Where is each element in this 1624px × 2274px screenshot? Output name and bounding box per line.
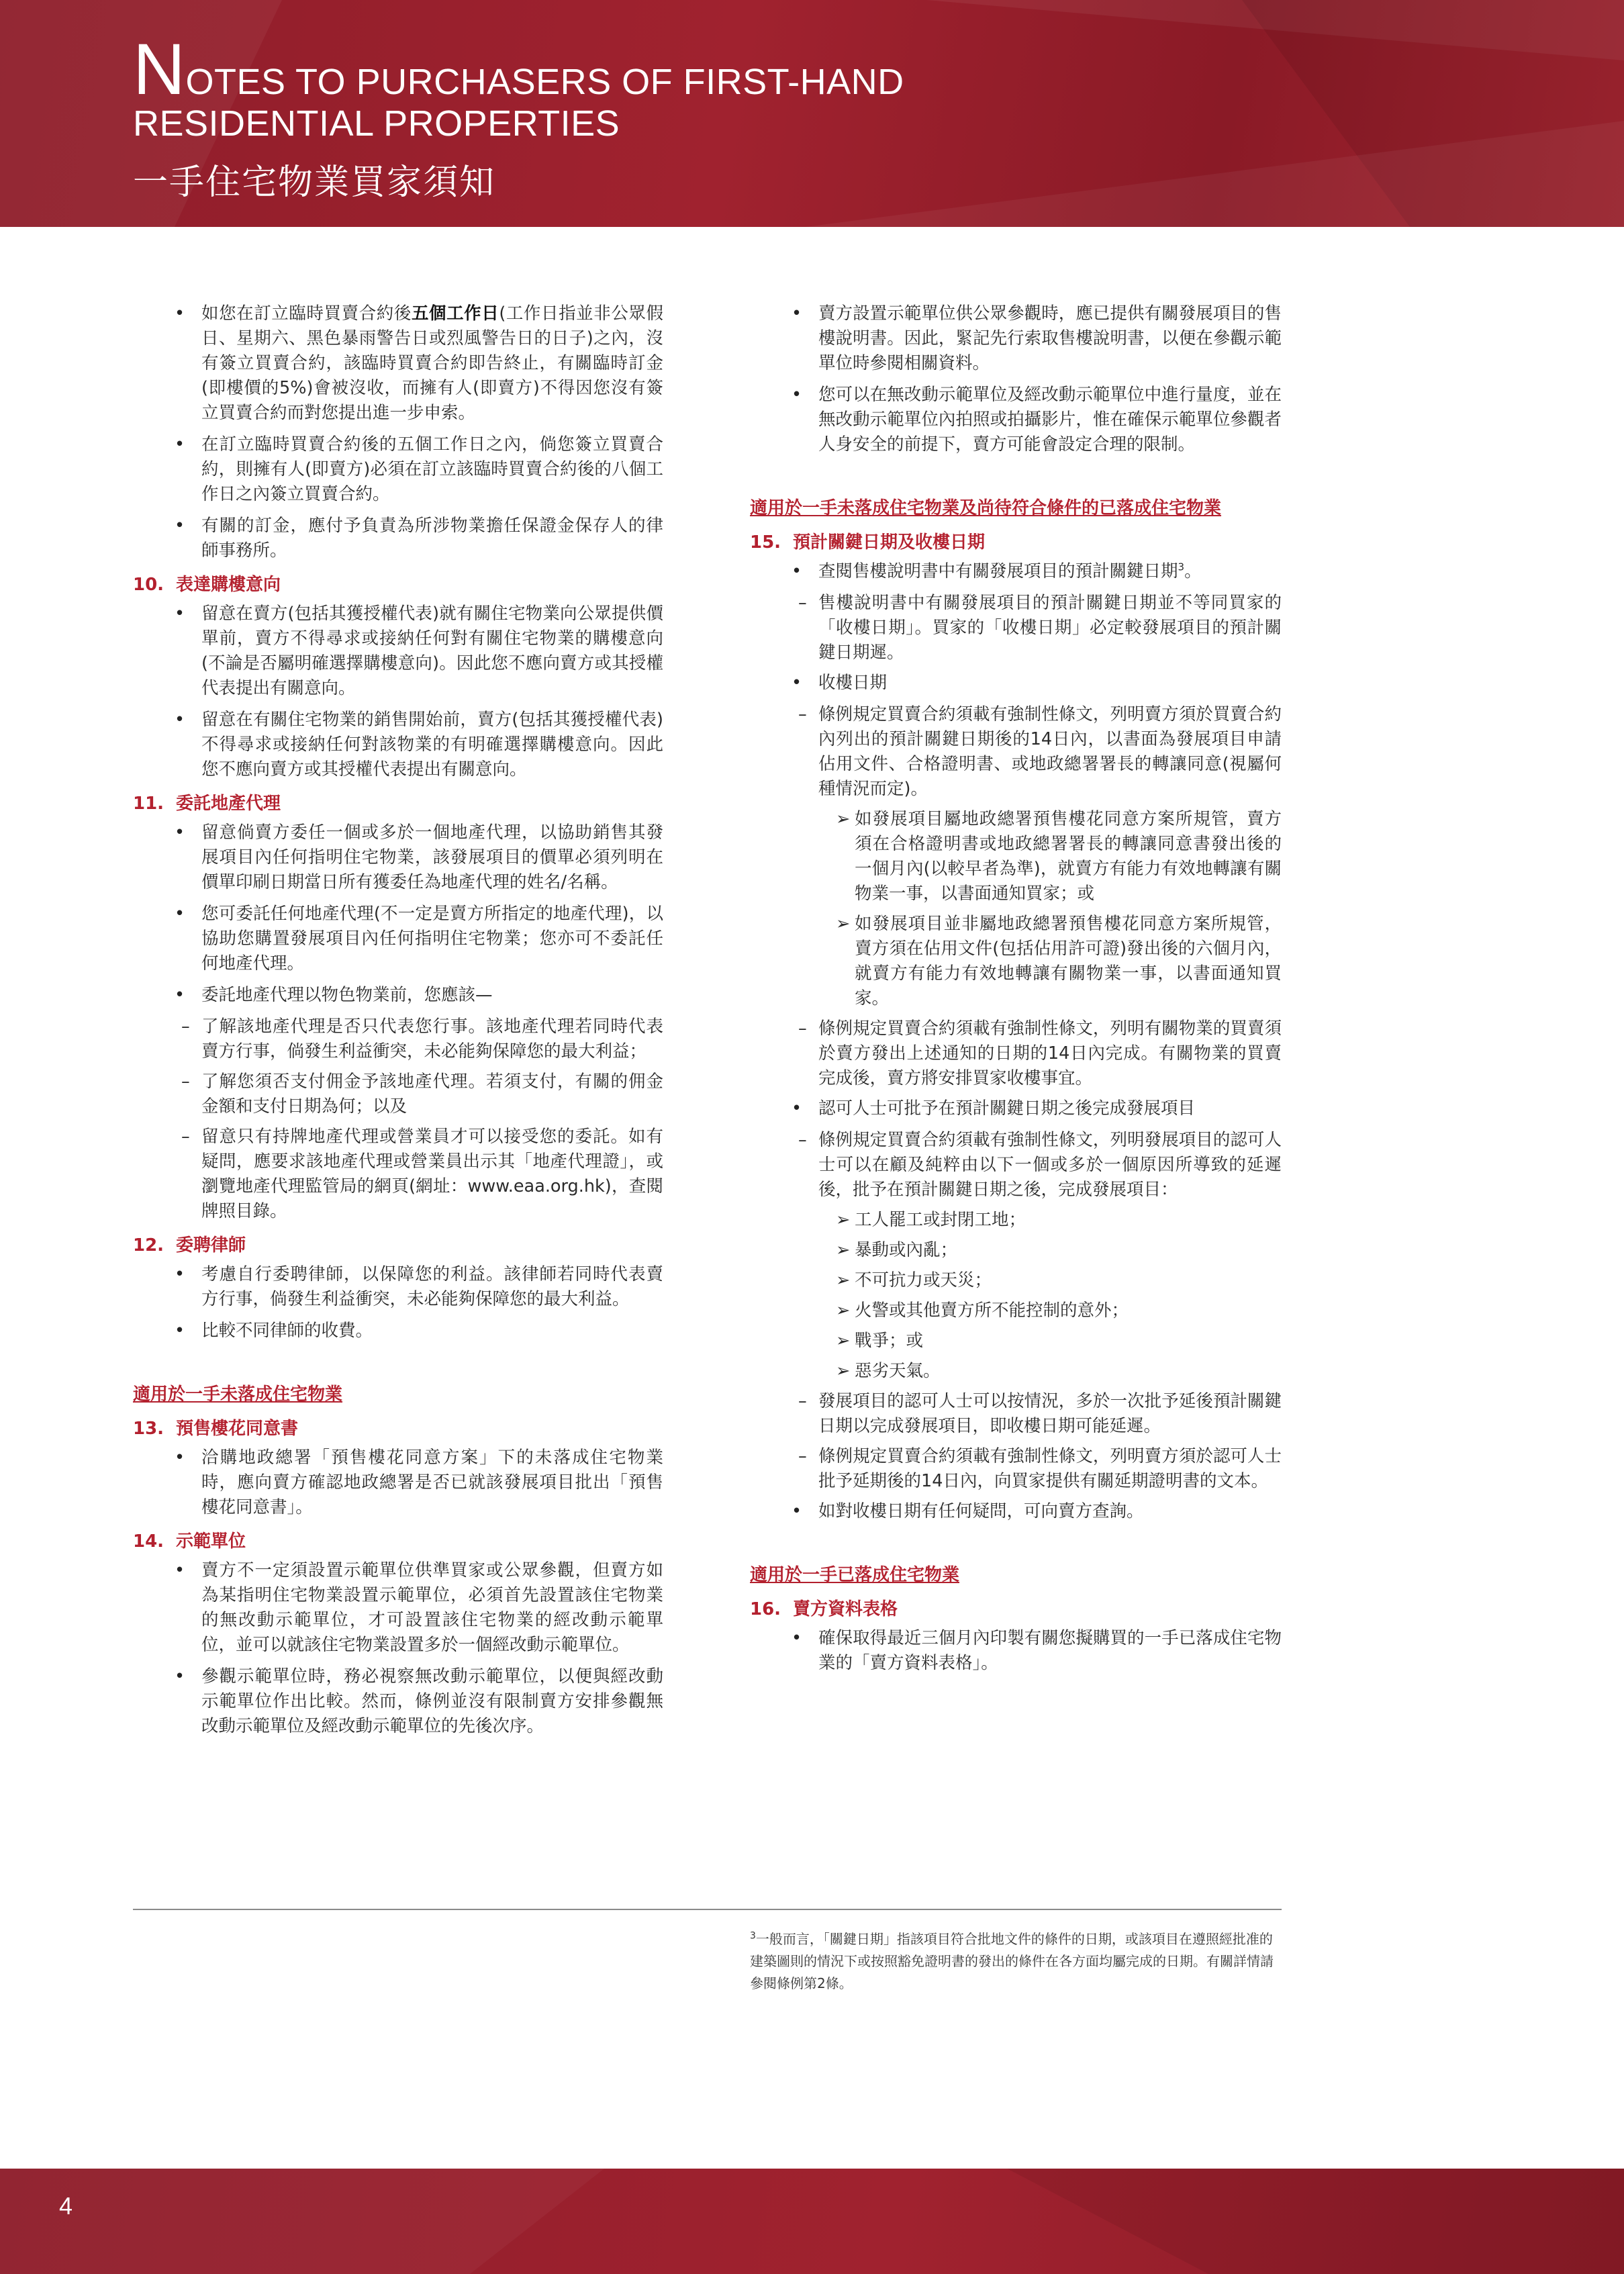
footer-decoration — [0, 2169, 1624, 2274]
dash-item: – 條例規定買賣合約須載有強制性條文，列明賣方須於認可人士批予延期後的14日內，向買家提供有關延期證明書的文本。 — [798, 1446, 1282, 1491]
bullet-item: • 留意在賣方(包括其獲授權代表)就有關住宅物業向公眾提供價單前，賣方不得尋求或接納任何對有關住宅物業的購樓意向(不論是否屬明確選擇購樓意向)。因此您不應向賣方或其授權代表提出有關意向。 — [133, 602, 663, 701]
right-column — [750, 299, 1282, 1683]
section-heading-13: 13. 預售樓花同意書 — [133, 1419, 299, 1439]
arrow-item: ➢ 惡劣天氣。 — [836, 1361, 941, 1381]
section-heading-16: 16. 賣方資料表格 — [750, 1599, 898, 1619]
bullet-item: • 賣方設置示範單位供公眾參觀時，應已提供有關發展項目的售樓說明書。因此，緊記先行索取售樓說明書，以便在參觀示範單位時參閱相關資料。 — [750, 301, 1282, 376]
bullet-item: • 考慮自行委聘律師，以保障您的利益。該律師若同時代表賣方行事，倘發生利益衝突，未必能夠保障您的最大利益。 — [133, 1262, 663, 1312]
bullet-item: • 參觀示範單位時，務必視察無改動示範單位，以便與經改動示範單位作出比較。然而，條例並沒有限制賣方安排參觀無改動示範單位及經改動示範單位的先後次序。 — [133, 1664, 663, 1739]
group-heading-completed: 適用於一手已落成住宅物業 — [750, 1565, 960, 1585]
footnote-text: 一般而言，「關鍵日期」指該項目符合批地文件的條件的日期，或該項目在遵照經批准的建築圖則的情況下或按照豁免證明書的發出的條件在各方面均屬完成的日期。有關詳情請參閱條例第2條。 — [750, 1931, 1274, 1991]
bullet-item: • 洽購地政總署「預售樓花同意方案」下的未落成住宅物業時，應向賣方確認地政總署是否已就該發展項目批出「預售樓花同意書」。 — [133, 1446, 663, 1520]
bullet-item: • 比較不同律師的收費。 — [133, 1319, 663, 1343]
footnote-mark: 3 — [750, 1930, 756, 1942]
bullet-item: • 在訂立臨時買賣合約後的五個工作日之內，倘您簽立買賣合約，則擁有人(即賣方)必須在訂立該臨時買賣合約後的八個工作日之內簽立買賣合約。 — [133, 432, 663, 507]
title-english-line1: NOTES TO PURCHASERS OF FIRST-HAND — [133, 28, 904, 109]
footnote-divider — [133, 1909, 1282, 1910]
bullet-item: • 確保取得最近三個月內印製有關您擬購買的一手已落成住宅物業的「賣方資料表格」。 — [750, 1626, 1282, 1676]
bullet-item: • 收樓日期 — [750, 671, 1282, 696]
bullet-item: • 查閱售樓說明書中有關發展項目的預計關鍵日期$^3$。 — [750, 559, 1282, 584]
dash-item: – 條例規定買賣合約須載有強制性條文，列明有關物業的買賣須於賣方發出上述通知的日期的14日內完成。有關物業的買賣完成後，賣方將安排買家收樓事宜。 — [798, 1018, 1282, 1088]
dash-item: – 了解該地產代理是否只代表您行事。該地產代理若同時代表賣方行事，倘發生利益衝突，未必能夠保障您的最大利益； — [181, 1016, 663, 1061]
dash-item: – 售樓說明書中有關發展項目的預計關鍵日期並不等同買家的「收樓日期」。買家的「收樓日期」必定較發展項目的預計關鍵日期遲。 — [798, 593, 1282, 663]
page-number: 4 — [59, 2192, 73, 2220]
section-heading-14: 14. 示範單位 — [133, 1531, 246, 1552]
dash-item: – 留意只有持牌地產代理或營業員才可以接受您的委託。如有疑問，應要求該地產代理或營業員出示其「地產代理證」，或瀏覽地產代理監管局的網頁(網址：www.eaa.org.hk)，查閱牌照目錄。 — [181, 1127, 663, 1221]
group-heading-uncompleted: 適用於一手未落成住宅物業 — [133, 1384, 343, 1405]
section-heading-12: 12. 委聘律師 — [133, 1235, 246, 1256]
left-column — [133, 299, 663, 1746]
bullet-item: • 您可委託任何地產代理(不一定是賣方所指定的地產代理)，以協助您購置發展項目內任何指明住宅物業；您亦可不委託任何地產代理。 — [133, 902, 663, 976]
group-heading-uncompleted-and-pending: 適用於一手未落成住宅物業及尚待符合條件的已落成住宅物業 — [750, 498, 1222, 518]
arrow-item: ➢ 工人罷工或封閉工地； — [836, 1210, 1026, 1230]
footnote — [750, 1928, 1282, 1995]
header-banner — [0, 0, 1624, 227]
footer-banner — [0, 2169, 1624, 2274]
page-title — [133, 28, 904, 206]
dash-item: – 條例規定買賣合約須載有強制性條文，列明賣方須於買賣合約內列出的預計關鍵日期後的14日內，以書面為發展項目申請佔用文件、合格證明書、或地政總署署長的轉讓同意(視屬何種情況而定)。 — [798, 704, 1282, 799]
dash-item: – 條例規定買賣合約須載有強制性條文，列明發展項目的認可人士可以在顧及純粹由以下一個或多於一個原因所導致的延遲後，批予在預計關鍵日期之後，完成發展項目： — [798, 1130, 1282, 1200]
dash-item: – 發展項目的認可人士可以按情況，多於一次批予延後預計關鍵日期以完成發展項目，即收樓日期可能延遲。 — [798, 1391, 1282, 1436]
arrow-item: ➢ 不可抗力或天災； — [836, 1270, 992, 1290]
section-heading-10: 10. 表達購樓意向 — [133, 575, 281, 595]
arrow-item: ➢ 如發展項目並非屬地政總署預售樓花同意方案所規管，賣方須在佔用文件(包括佔用許可證)發出後的六個月內，就賣方有能力有效地轉讓有關物業一事，以書面通知買家。 — [836, 914, 1282, 1008]
bullet-item: • 如您在訂立臨時買賣合約後五個工作日(工作日指並非公眾假日、星期六、黑色暴雨警告日或烈風警告日的日子)之內，沒有簽立買賣合約，該臨時買賣合約即告終止，有關臨時訂金(即樓價的5%)會被沒收，而擁有人(即賣方)不得因您沒有簽立買賣合約而對您提出進一步申索。 — [133, 301, 663, 426]
section-heading-11: 11. 委託地產代理 — [133, 794, 281, 814]
title-english-line2: RESIDENTIAL PROPERTIES — [133, 103, 620, 144]
bullet-item: • 留意倘賣方委任一個或多於一個地產代理，以協助銷售其發展項目內任何指明住宅物業，該發展項目的價單必須列明在價單印刷日期當日所有獲委任為地產代理的姓名/名稱。 — [133, 820, 663, 895]
bullet-item: • 有關的訂金，應付予負責為所涉物業擔任保證金保存人的律師事務所。 — [133, 514, 663, 563]
bullet-item: • 您可以在無改動示範單位及經改動示範單位中進行量度，並在無改動示範單位內拍照或拍攝影片，惟在確保示範單位參觀者人身安全的前提下，賣方可能會設定合理的限制。 — [750, 383, 1282, 457]
bullet-item: • 委託地產代理以物色物業前，您應該— — [133, 983, 663, 1008]
arrow-item: ➢ 戰爭；或 — [836, 1331, 924, 1351]
bullet-item: • 認可人士可批予在預計關鍵日期之後完成發展項目 — [750, 1096, 1282, 1121]
bullet-item: • 賣方不一定須設置示範單位供準買家或公眾參觀，但賣方如為某指明住宅物業設置示範單位，必須首先設置該住宅物業的無改動示範單位，才可設置該住宅物業的經改動示範單位，並可以就該住宅物業設置多於一個經改動示範單位。 — [133, 1558, 663, 1658]
arrow-item: ➢ 暴動或內亂； — [836, 1240, 958, 1260]
bullet-item: • 如對收樓日期有任何疑問，可向賣方查詢。 — [750, 1499, 1282, 1524]
arrow-item: ➢ 如發展項目屬地政總署預售樓花同意方案所規管，賣方須在合格證明書或地政總署署長的轉讓同意書發出後的一個月內(以較早者為準)，就賣方有能力有效地轉讓有關物業一事，以書面通知買家；或 — [836, 809, 1282, 904]
title-chinese: 一手住宅物業買家須知 — [133, 162, 496, 203]
section-heading-15: 15. 預計關鍵日期及收樓日期 — [750, 532, 986, 553]
arrow-item: ➢ 火警或其他賣方所不能控制的意外； — [836, 1300, 1129, 1321]
dash-item: – 了解您須否支付佣金予該地產代理。若須支付，有關的佣金金額和支付日期為何；以及 — [181, 1072, 663, 1117]
bullet-item: • 留意在有關住宅物業的銷售開始前，賣方(包括其獲授權代表)不得尋求或接納任何對該物業的有明確選擇購樓意向。因此您不應向賣方或其授權代表提出有關意向。 — [133, 708, 663, 782]
